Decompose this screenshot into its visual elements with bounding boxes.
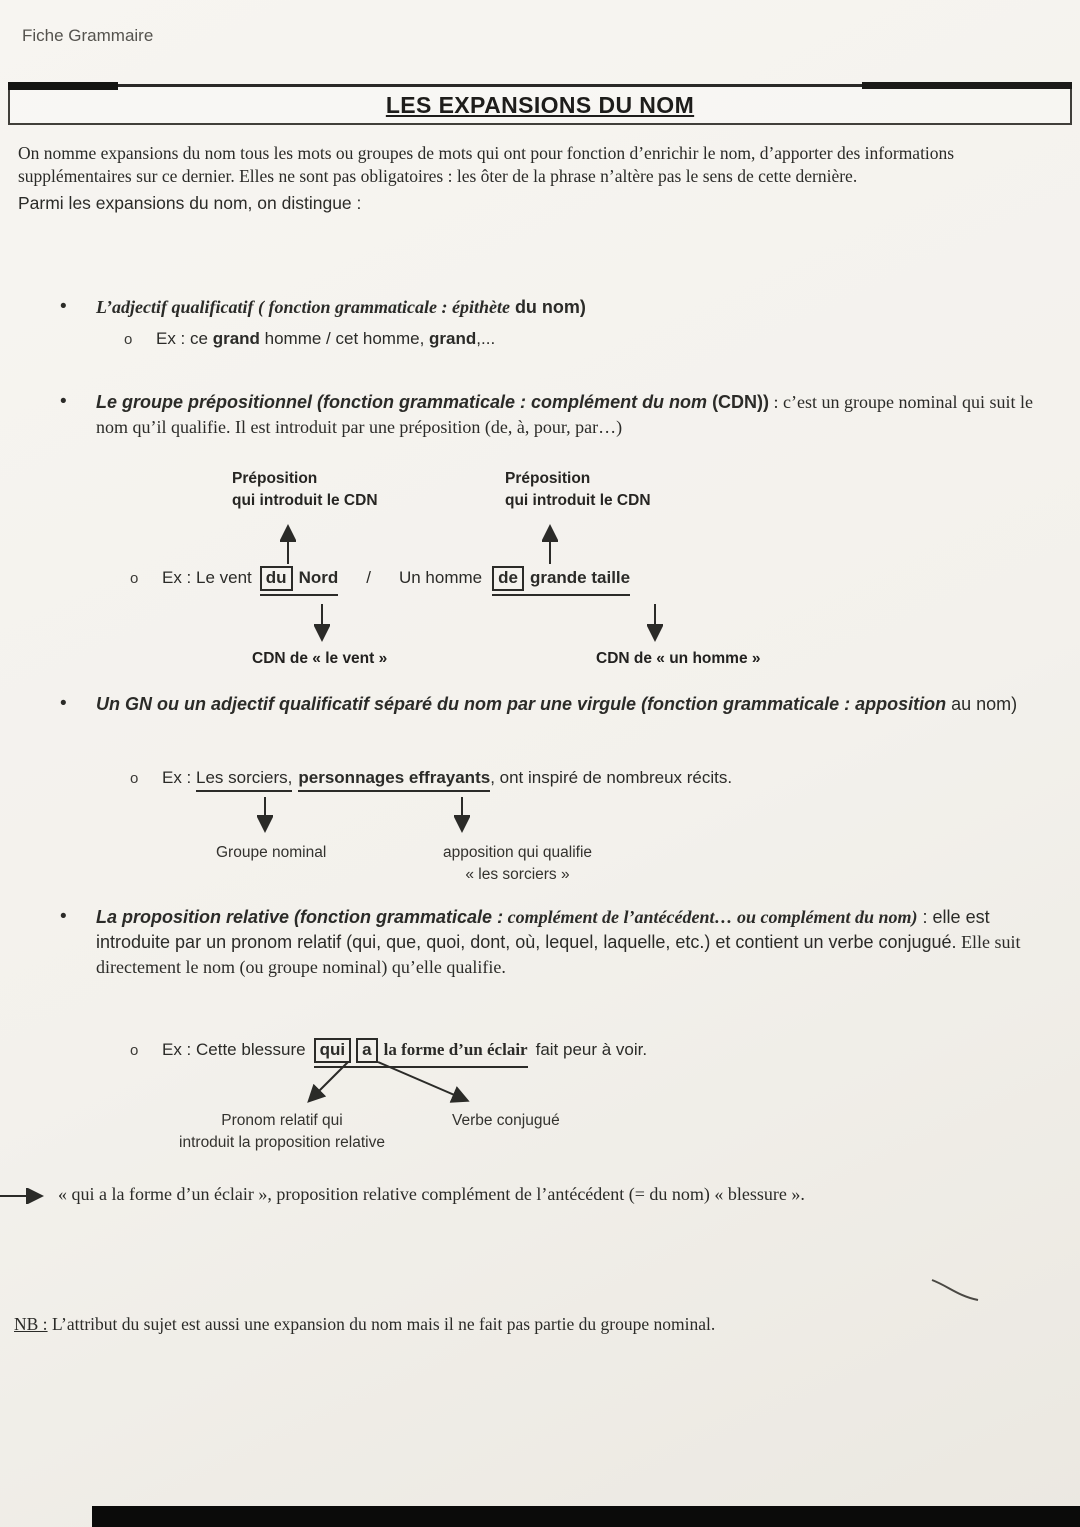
underlined-apposition: personnages effrayants (298, 768, 490, 792)
heading-rest: : c’est un groupe nominal qui suit le nom qu’il qualifie. Il est introduit par une préposition (de, à, pour, par…) (96, 392, 1033, 437)
boxed-word-qui: qui (314, 1038, 352, 1063)
arrow-diagonal-right-icon (370, 1058, 480, 1108)
apposition-label: apposition qui qualifie « les sorciers » (442, 844, 593, 884)
section-apposition-heading (96, 692, 1062, 717)
heading-rest: : elle est introduite par un pronom relatif (qui, que, quoi, dont, où, lequel, laquelle, etc.) et contient un verbe conjugué. (96, 907, 990, 952)
preposition-label-right: Préposition qui introduit le CDN (505, 470, 651, 510)
groupe-nominal-label: Groupe nominal (216, 844, 327, 861)
intro-text: On nomme expansions du nom tous les mots ou groupes de mots qui ont pour fonction d’enrichir le nom, d’apporter des informations supplémentaires sur ce dernier. Elles ne sont pas obligatoires : les ôter de la phrase n’altère pas le sens de cette dernière. (18, 143, 955, 187)
example-apposition-text: Ex : Les sorciers, personnages effrayants, ont inspiré de nombreux récits. (162, 768, 732, 792)
section-adjectif-heading (96, 295, 1060, 320)
verbe-conjugue-label: Verbe conjugué (452, 1112, 560, 1129)
arrow-up-icon (280, 520, 296, 566)
nb-label: NB : (14, 1314, 48, 1334)
pronom-relatif-label: Pronom relatif qui introduit la proposition relative (179, 1112, 385, 1152)
intro-paragraph (18, 142, 1064, 215)
circle-bullet-icon: o (124, 331, 133, 348)
heading-italic: Le groupe prépositionnel (fonction grammaticale : complément du nom (96, 392, 713, 412)
heading-bold: du nom) (509, 297, 586, 317)
page-header: Fiche Grammaire (22, 26, 154, 45)
cdn-underline-group: de grande taille (492, 566, 630, 596)
nb-text: L’attribut du sujet est aussi une expansion du nom mais il ne fait pas partie du groupe nominal. (47, 1314, 716, 1334)
section-apposition (56, 692, 1062, 717)
heading-serif: complément de l’antécédent… ou complément du nom) (503, 907, 918, 927)
section-adjectif (56, 295, 1060, 320)
example-adjectif-text: Ex : ce grand homme / cet homme, grand,... (156, 329, 496, 348)
example-prepositionnel (130, 566, 630, 596)
boxed-word-a: a (356, 1038, 377, 1063)
intro-lead: Parmi les expansions du nom, on distingue : (18, 193, 362, 214)
cdn-underline-group: du Nord (260, 566, 338, 596)
circle-bullet-icon: o (130, 570, 139, 587)
arrow-down-icon (647, 602, 663, 644)
cdn-label-left: CDN de « le vent » (252, 650, 388, 667)
arrow-down-icon (257, 795, 273, 835)
scan-artifact (928, 1276, 984, 1306)
arrow-right-icon (0, 1188, 50, 1204)
example-relative-text: Ex : Cette blessure qui a la forme d’un éclair fait peur à voir. (162, 1038, 647, 1068)
section-prepositionnel (56, 390, 1066, 440)
arrow-down-icon (314, 602, 330, 644)
section-relative (56, 905, 1066, 979)
heading-bold: (CDN)) (712, 392, 770, 412)
bullet-icon: • (60, 391, 67, 412)
section-relative-heading (96, 905, 1066, 979)
arrow-diagonal-left-icon (296, 1058, 356, 1108)
cdn-label-right: CDN de « un homme » (596, 650, 761, 667)
title-box (8, 84, 1072, 125)
circle-bullet-icon: o (130, 770, 139, 787)
page-title: LES EXPANSIONS DU NOM (385, 91, 695, 118)
underlined-gn: Les sorciers, (196, 768, 292, 792)
boxed-word-du: du (260, 566, 293, 591)
heading-last: Elle suit directement le nom (ou groupe nominal) qu’elle qualifie. (96, 931, 1021, 977)
heading-italic: Un GN ou un adjectif qualificatif séparé du nom par une virgule (fonction grammaticale : apposition (96, 694, 947, 714)
heading-italic: L’adjectif qualificatif ( fonction grammaticale : épithète (96, 297, 510, 317)
circle-bullet-icon: o (130, 1042, 139, 1059)
bullet-icon: • (60, 296, 67, 317)
bullet-icon: • (60, 693, 67, 714)
section-prepositionnel-heading (96, 390, 1066, 440)
arrow-down-icon (454, 795, 470, 835)
preposition-label-left: Préposition qui introduit le CDN (232, 470, 378, 510)
heading-italic: La proposition relative (fonction grammaticale : (96, 907, 504, 927)
nb-note (14, 1314, 1020, 1335)
scan-edge-bar (92, 1506, 1080, 1527)
relative-underline-group: qui a la forme d’un éclair (314, 1038, 528, 1068)
example-apposition (130, 768, 732, 792)
bullet-icon: • (60, 906, 67, 927)
boxed-word-de: de (492, 566, 524, 591)
arrow-up-icon (542, 520, 558, 566)
example-prepositionnel-text: Ex : Le vent du Nord / Un homme de grande taille (162, 566, 630, 596)
example-adjectif (124, 329, 495, 349)
conclusion-text: « qui a la forme d’un éclair », proposition relative complément de l’antécédent (= du nom) « blessure ». (58, 1184, 805, 1204)
heading-tail: au nom) (946, 694, 1018, 714)
